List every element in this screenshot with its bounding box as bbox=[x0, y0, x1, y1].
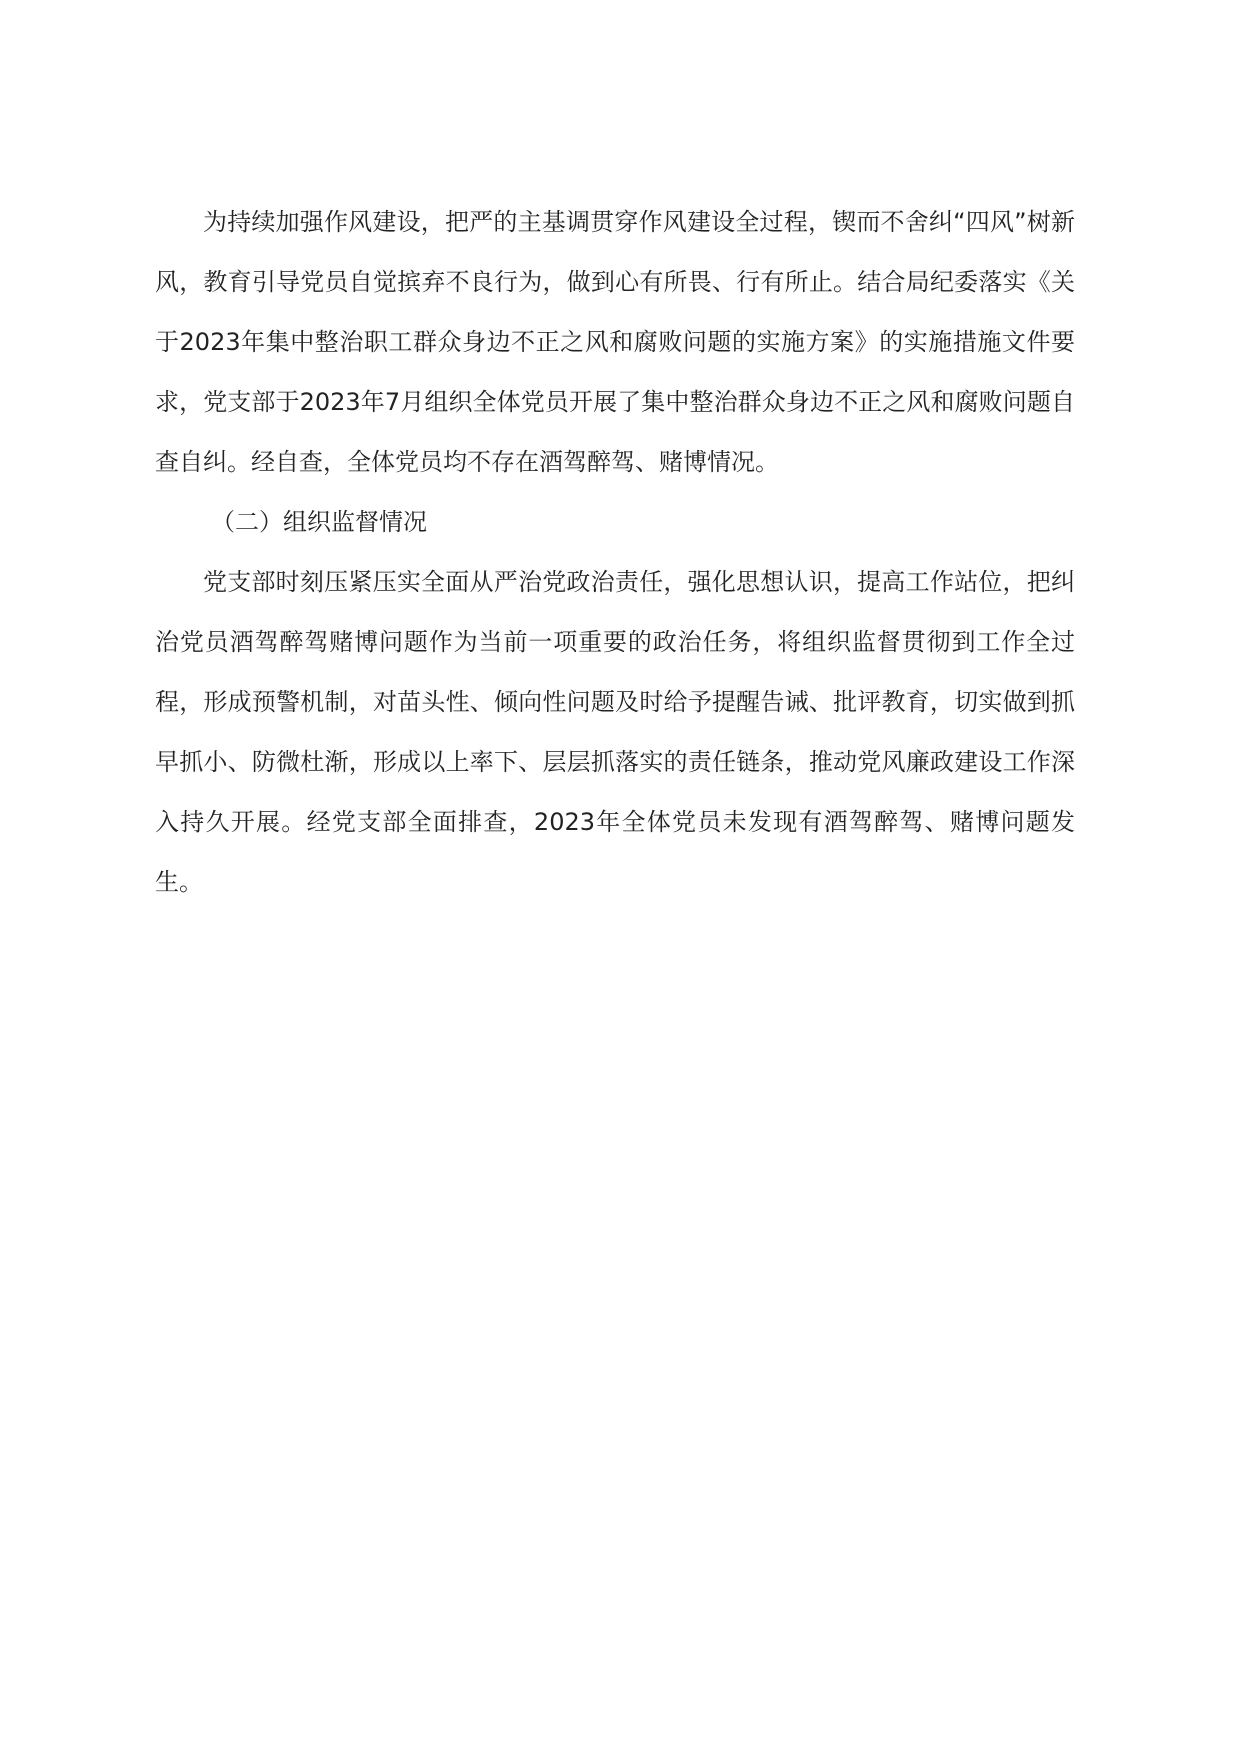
paragraph-intro: 为持续加强作风建设，把严的主基调贯穿作风建设全过程，锲而不舍纠“四风”树新风，教育引导党员自觉摈弃不良行为，做到心有所畏、行有所止。结合局纪委落实《关于2023年集中整治职工群众身边不正之风和腐败问题的实施方案》的实施措施文件要求，党支部于2023年7月组织全体党员开展了集中整治群众身边不正之风和腐败问题自查自纠。经自查，全体党员均不存在酒驾醉驾、赌博情况。 bbox=[155, 208, 1075, 476]
section-heading: （二）组织监督情况 bbox=[211, 508, 427, 536]
paragraph-supervision: 党支部时刻压紧压实全面从严治党政治责任，强化思想认识，提高工作站位，把纠治党员酒驾醉驾赌博问题作为当前一项重要的政治任务，将组织监督贯彻到工作全过程，形成预警机制，对苗头性、倾向性问题及时给予提醒告诫、批评教育，切实做到抓早抓小、防微杜渐，形成以上率下、层层抓落实的责任链条，推动党风廉政建设工作深入持久开展。经党支部全面排查，2023年全体党员未发现有酒驾醉驾、赌博问题发生。 bbox=[155, 568, 1075, 896]
document-body bbox=[155, 192, 1075, 912]
